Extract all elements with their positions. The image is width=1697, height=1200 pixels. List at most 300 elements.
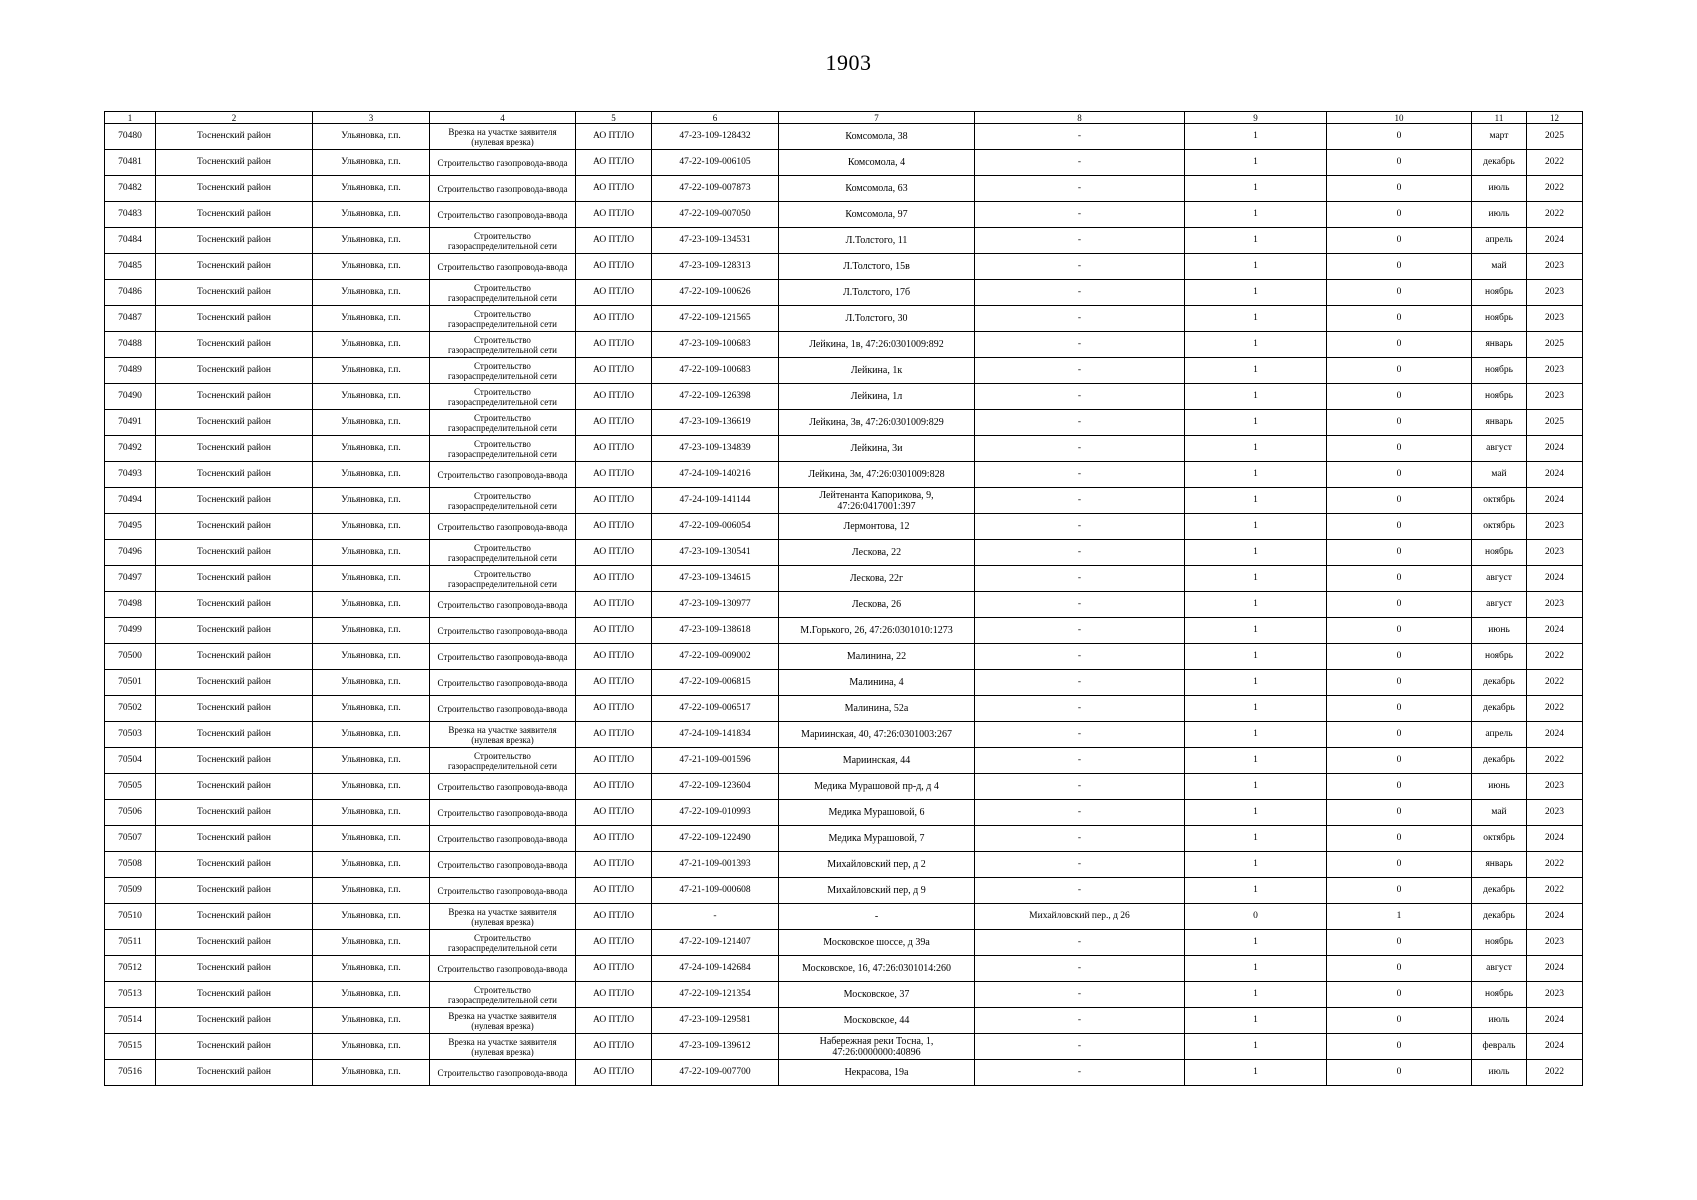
cell-work-type: Строительство газораспределительной сети	[430, 930, 576, 956]
cell-address: Малинина, 52а	[779, 696, 975, 722]
table-row	[105, 774, 1583, 800]
cell-organization: АО ПТЛО	[576, 202, 652, 228]
cell-work-type: Строительство газораспределительной сети	[430, 280, 576, 306]
cell-settlement: Ульяновка, г.п.	[313, 124, 430, 150]
cell-record-number: 70485	[105, 254, 156, 280]
cell-count-a: 1	[1185, 696, 1327, 722]
cell-count-b: 0	[1327, 670, 1472, 696]
cell-organization: АО ПТЛО	[576, 150, 652, 176]
cell-address: Комсомола, 63	[779, 176, 975, 202]
cell-address-alt: -	[975, 384, 1185, 410]
cell-count-a: 1	[1185, 254, 1327, 280]
cell-district: Тосненский район	[156, 696, 313, 722]
cell-application-number: 47-23-109-134615	[652, 566, 779, 592]
cell-count-a: 1	[1185, 982, 1327, 1008]
cell-work-type: Строительство газораспределительной сети	[430, 332, 576, 358]
cell-month: январь	[1472, 852, 1527, 878]
cell-count-b: 1	[1327, 904, 1472, 930]
cell-year: 2024	[1527, 566, 1583, 592]
table-row	[105, 306, 1583, 332]
cell-settlement: Ульяновка, г.п.	[313, 748, 430, 774]
cell-month: январь	[1472, 332, 1527, 358]
cell-settlement: Ульяновка, г.п.	[313, 982, 430, 1008]
cell-month: декабрь	[1472, 150, 1527, 176]
cell-application-number: 47-23-109-128432	[652, 124, 779, 150]
cell-year: 2023	[1527, 800, 1583, 826]
column-header-6: 6	[652, 112, 779, 124]
cell-count-a: 1	[1185, 488, 1327, 514]
cell-month: май	[1472, 254, 1527, 280]
cell-count-b: 0	[1327, 306, 1472, 332]
cell-settlement: Ульяновка, г.п.	[313, 514, 430, 540]
cell-address: Московское, 44	[779, 1008, 975, 1034]
cell-settlement: Ульяновка, г.п.	[313, 930, 430, 956]
cell-address: Набережная реки Тосна, 1, 47:26:0000000:40896	[779, 1034, 975, 1060]
cell-month: июнь	[1472, 774, 1527, 800]
cell-count-b: 0	[1327, 358, 1472, 384]
column-header-4: 4	[430, 112, 576, 124]
cell-settlement: Ульяновка, г.п.	[313, 722, 430, 748]
cell-record-number: 70512	[105, 956, 156, 982]
cell-application-number: 47-21-109-001596	[652, 748, 779, 774]
cell-year: 2022	[1527, 670, 1583, 696]
cell-count-a: 1	[1185, 1060, 1327, 1086]
cell-address-alt: -	[975, 176, 1185, 202]
cell-record-number: 70490	[105, 384, 156, 410]
cell-work-type: Врезка на участке заявителя (нулевая врезка)	[430, 1034, 576, 1060]
cell-settlement: Ульяновка, г.п.	[313, 956, 430, 982]
table-row	[105, 618, 1583, 644]
cell-year: 2024	[1527, 462, 1583, 488]
cell-district: Тосненский район	[156, 670, 313, 696]
cell-application-number: 47-23-109-139612	[652, 1034, 779, 1060]
cell-address-alt: -	[975, 982, 1185, 1008]
cell-application-number: 47-22-109-006815	[652, 670, 779, 696]
cell-address: Лермонтова, 12	[779, 514, 975, 540]
cell-work-type: Строительство газопровода-ввода	[430, 826, 576, 852]
cell-work-type: Строительство газопровода-ввода	[430, 878, 576, 904]
cell-count-a: 1	[1185, 280, 1327, 306]
cell-organization: АО ПТЛО	[576, 540, 652, 566]
cell-application-number: 47-22-109-121354	[652, 982, 779, 1008]
cell-application-number: 47-22-109-007873	[652, 176, 779, 202]
cell-year: 2023	[1527, 254, 1583, 280]
cell-count-a: 1	[1185, 228, 1327, 254]
cell-organization: АО ПТЛО	[576, 436, 652, 462]
cell-count-a: 1	[1185, 878, 1327, 904]
cell-address: Московское, 37	[779, 982, 975, 1008]
table-row	[105, 1060, 1583, 1086]
table-row	[105, 540, 1583, 566]
cell-settlement: Ульяновка, г.п.	[313, 878, 430, 904]
cell-district: Тосненский район	[156, 774, 313, 800]
cell-year: 2024	[1527, 1034, 1583, 1060]
cell-address-alt: -	[975, 592, 1185, 618]
table-header	[105, 112, 1583, 124]
table-row	[105, 878, 1583, 904]
cell-year: 2024	[1527, 488, 1583, 514]
cell-month: август	[1472, 436, 1527, 462]
cell-count-a: 1	[1185, 1034, 1327, 1060]
cell-address: Лейкина, 1в, 47:26:0301009:892	[779, 332, 975, 358]
cell-month: февраль	[1472, 1034, 1527, 1060]
table-row	[105, 956, 1583, 982]
cell-month: апрель	[1472, 722, 1527, 748]
cell-work-type: Строительство газораспределительной сети	[430, 306, 576, 332]
cell-year: 2022	[1527, 696, 1583, 722]
cell-record-number: 70498	[105, 592, 156, 618]
cell-work-type: Строительство газораспределительной сети	[430, 228, 576, 254]
page-number: 1903	[825, 50, 872, 75]
cell-settlement: Ульяновка, г.п.	[313, 150, 430, 176]
cell-district: Тосненский район	[156, 488, 313, 514]
cell-month: ноябрь	[1472, 384, 1527, 410]
column-header-10: 10	[1327, 112, 1472, 124]
table-row	[105, 800, 1583, 826]
cell-record-number: 70506	[105, 800, 156, 826]
table-row	[105, 436, 1583, 462]
cell-address-alt: -	[975, 488, 1185, 514]
table-row	[105, 670, 1583, 696]
cell-work-type: Врезка на участке заявителя (нулевая врезка)	[430, 904, 576, 930]
cell-address: Лейкина, 3в, 47:26:0301009:829	[779, 410, 975, 436]
cell-record-number: 70483	[105, 202, 156, 228]
cell-work-type: Строительство газопровода-ввода	[430, 176, 576, 202]
column-header-1: 1	[105, 112, 156, 124]
column-header-9: 9	[1185, 112, 1327, 124]
cell-month: октябрь	[1472, 514, 1527, 540]
cell-settlement: Ульяновка, г.п.	[313, 852, 430, 878]
cell-count-b: 0	[1327, 800, 1472, 826]
table-row	[105, 228, 1583, 254]
cell-address: Комсомола, 38	[779, 124, 975, 150]
cell-count-a: 1	[1185, 514, 1327, 540]
cell-record-number: 70482	[105, 176, 156, 202]
cell-organization: АО ПТЛО	[576, 1034, 652, 1060]
cell-district: Тосненский район	[156, 306, 313, 332]
cell-application-number: 47-24-109-141834	[652, 722, 779, 748]
cell-count-b: 0	[1327, 592, 1472, 618]
cell-district: Тосненский район	[156, 1034, 313, 1060]
table-row	[105, 904, 1583, 930]
cell-month: ноябрь	[1472, 306, 1527, 332]
cell-district: Тосненский район	[156, 592, 313, 618]
cell-district: Тосненский район	[156, 956, 313, 982]
cell-address-alt: -	[975, 202, 1185, 228]
cell-count-b: 0	[1327, 540, 1472, 566]
cell-organization: АО ПТЛО	[576, 774, 652, 800]
cell-month: май	[1472, 462, 1527, 488]
cell-address: Московское, 16, 47:26:0301014:260	[779, 956, 975, 982]
cell-address: Комсомола, 4	[779, 150, 975, 176]
cell-organization: АО ПТЛО	[576, 462, 652, 488]
cell-count-b: 0	[1327, 228, 1472, 254]
cell-settlement: Ульяновка, г.п.	[313, 358, 430, 384]
cell-address: Михайловский пер, д 2	[779, 852, 975, 878]
cell-settlement: Ульяновка, г.п.	[313, 384, 430, 410]
cell-year: 2023	[1527, 540, 1583, 566]
cell-address: Малинина, 4	[779, 670, 975, 696]
cell-address-alt: -	[975, 826, 1185, 852]
cell-month: июль	[1472, 176, 1527, 202]
cell-record-number: 70507	[105, 826, 156, 852]
cell-organization: АО ПТЛО	[576, 592, 652, 618]
cell-application-number: 47-22-109-007050	[652, 202, 779, 228]
cell-work-type: Строительство газопровода-ввода	[430, 644, 576, 670]
table-row	[105, 332, 1583, 358]
cell-settlement: Ульяновка, г.п.	[313, 1008, 430, 1034]
cell-district: Тосненский район	[156, 358, 313, 384]
cell-count-b: 0	[1327, 462, 1472, 488]
cell-district: Тосненский район	[156, 280, 313, 306]
cell-organization: АО ПТЛО	[576, 280, 652, 306]
cell-application-number: 47-22-109-121407	[652, 930, 779, 956]
cell-organization: АО ПТЛО	[576, 748, 652, 774]
cell-organization: АО ПТЛО	[576, 644, 652, 670]
cell-address: Московское шоссе, д 39а	[779, 930, 975, 956]
cell-district: Тосненский район	[156, 228, 313, 254]
cell-settlement: Ульяновка, г.п.	[313, 696, 430, 722]
cell-organization: АО ПТЛО	[576, 254, 652, 280]
cell-count-b: 0	[1327, 1008, 1472, 1034]
cell-year: 2024	[1527, 722, 1583, 748]
cell-address: Л.Толстого, 17б	[779, 280, 975, 306]
table-row	[105, 722, 1583, 748]
cell-organization: АО ПТЛО	[576, 852, 652, 878]
cell-address-alt: -	[975, 1034, 1185, 1060]
cell-address-alt: -	[975, 644, 1185, 670]
cell-record-number: 70489	[105, 358, 156, 384]
cell-work-type: Врезка на участке заявителя (нулевая врезка)	[430, 124, 576, 150]
cell-count-b: 0	[1327, 1060, 1472, 1086]
cell-count-a: 1	[1185, 670, 1327, 696]
cell-count-b: 0	[1327, 202, 1472, 228]
cell-record-number: 70511	[105, 930, 156, 956]
cell-address-alt: -	[975, 956, 1185, 982]
cell-settlement: Ульяновка, г.п.	[313, 592, 430, 618]
cell-address-alt: -	[975, 566, 1185, 592]
cell-address: Л.Толстого, 11	[779, 228, 975, 254]
cell-address-alt: -	[975, 280, 1185, 306]
cell-month: декабрь	[1472, 670, 1527, 696]
cell-address-alt: -	[975, 540, 1185, 566]
cell-count-a: 1	[1185, 956, 1327, 982]
cell-address-alt: -	[975, 930, 1185, 956]
table-row	[105, 748, 1583, 774]
cell-application-number: 47-22-109-126398	[652, 384, 779, 410]
column-header-8: 8	[975, 112, 1185, 124]
cell-count-b: 0	[1327, 930, 1472, 956]
cell-count-a: 1	[1185, 930, 1327, 956]
cell-work-type: Строительство газораспределительной сети	[430, 982, 576, 1008]
table-row	[105, 514, 1583, 540]
cell-count-a: 1	[1185, 826, 1327, 852]
cell-month: май	[1472, 800, 1527, 826]
cell-address: Комсомола, 97	[779, 202, 975, 228]
cell-month: ноябрь	[1472, 540, 1527, 566]
cell-record-number: 70509	[105, 878, 156, 904]
cell-address: Медика Мурашовой, 7	[779, 826, 975, 852]
cell-work-type: Строительство газопровода-ввода	[430, 670, 576, 696]
cell-district: Тосненский район	[156, 982, 313, 1008]
cell-month: ноябрь	[1472, 358, 1527, 384]
cell-record-number: 70500	[105, 644, 156, 670]
cell-count-b: 0	[1327, 280, 1472, 306]
cell-address-alt: -	[975, 410, 1185, 436]
cell-settlement: Ульяновка, г.п.	[313, 800, 430, 826]
cell-count-b: 0	[1327, 956, 1472, 982]
cell-record-number: 70495	[105, 514, 156, 540]
cell-count-a: 1	[1185, 644, 1327, 670]
table-row	[105, 982, 1583, 1008]
table-row	[105, 592, 1583, 618]
table-body	[105, 124, 1583, 1086]
cell-year: 2025	[1527, 124, 1583, 150]
cell-settlement: Ульяновка, г.п.	[313, 1034, 430, 1060]
cell-count-b: 0	[1327, 644, 1472, 670]
cell-count-b: 0	[1327, 774, 1472, 800]
cell-address: М.Горького, 26, 47:26:0301010:1273	[779, 618, 975, 644]
cell-application-number: 47-24-109-141144	[652, 488, 779, 514]
cell-record-number: 70504	[105, 748, 156, 774]
column-header-12: 12	[1527, 112, 1583, 124]
cell-organization: АО ПТЛО	[576, 332, 652, 358]
cell-count-a: 1	[1185, 436, 1327, 462]
cell-count-b: 0	[1327, 176, 1472, 202]
cell-work-type: Строительство газопровода-ввода	[430, 592, 576, 618]
cell-count-a: 1	[1185, 124, 1327, 150]
cell-organization: АО ПТЛО	[576, 384, 652, 410]
cell-district: Тосненский район	[156, 826, 313, 852]
table-row	[105, 566, 1583, 592]
cell-count-b: 0	[1327, 982, 1472, 1008]
cell-record-number: 70513	[105, 982, 156, 1008]
cell-month: июль	[1472, 1060, 1527, 1086]
column-header-3: 3	[313, 112, 430, 124]
cell-address-alt: -	[975, 1008, 1185, 1034]
cell-count-b: 0	[1327, 150, 1472, 176]
cell-settlement: Ульяновка, г.п.	[313, 202, 430, 228]
cell-record-number: 70492	[105, 436, 156, 462]
cell-month: декабрь	[1472, 878, 1527, 904]
cell-record-number: 70496	[105, 540, 156, 566]
cell-work-type: Строительство газопровода-ввода	[430, 696, 576, 722]
cell-settlement: Ульяновка, г.п.	[313, 826, 430, 852]
cell-year: 2024	[1527, 436, 1583, 462]
cell-address-alt: -	[975, 878, 1185, 904]
cell-application-number: 47-22-109-121565	[652, 306, 779, 332]
cell-address: Мариинская, 44	[779, 748, 975, 774]
cell-application-number: 47-22-109-100683	[652, 358, 779, 384]
cell-district: Тосненский район	[156, 878, 313, 904]
cell-year: 2024	[1527, 618, 1583, 644]
cell-count-a: 1	[1185, 852, 1327, 878]
cell-organization: АО ПТЛО	[576, 878, 652, 904]
cell-address-alt: -	[975, 618, 1185, 644]
cell-count-a: 1	[1185, 722, 1327, 748]
cell-month: август	[1472, 956, 1527, 982]
cell-district: Тосненский район	[156, 722, 313, 748]
table-row	[105, 488, 1583, 514]
cell-year: 2022	[1527, 748, 1583, 774]
cell-application-number: 47-22-109-010993	[652, 800, 779, 826]
cell-work-type: Строительство газопровода-ввода	[430, 956, 576, 982]
cell-settlement: Ульяновка, г.п.	[313, 280, 430, 306]
cell-record-number: 70487	[105, 306, 156, 332]
cell-address-alt: -	[975, 1060, 1185, 1086]
cell-year: 2023	[1527, 384, 1583, 410]
cell-record-number: 70503	[105, 722, 156, 748]
cell-month: ноябрь	[1472, 644, 1527, 670]
cell-work-type: Строительство газопровода-ввода	[430, 800, 576, 826]
cell-address-alt: -	[975, 228, 1185, 254]
cell-count-b: 0	[1327, 722, 1472, 748]
cell-address-alt: -	[975, 358, 1185, 384]
cell-address-alt: -	[975, 748, 1185, 774]
cell-address-alt: -	[975, 124, 1185, 150]
cell-record-number: 70515	[105, 1034, 156, 1060]
cell-year: 2022	[1527, 1060, 1583, 1086]
cell-address: Л.Толстого, 15в	[779, 254, 975, 280]
cell-count-b: 0	[1327, 696, 1472, 722]
cell-application-number: 47-23-109-128313	[652, 254, 779, 280]
cell-year: 2025	[1527, 332, 1583, 358]
cell-address: Лейтенанта Капорикова, 9, 47:26:0417001:397	[779, 488, 975, 514]
cell-month: декабрь	[1472, 748, 1527, 774]
cell-district: Тосненский район	[156, 1060, 313, 1086]
cell-year: 2022	[1527, 176, 1583, 202]
cell-year: 2022	[1527, 878, 1583, 904]
cell-count-b: 0	[1327, 254, 1472, 280]
cell-settlement: Ульяновка, г.п.	[313, 774, 430, 800]
cell-count-a: 1	[1185, 176, 1327, 202]
registry-table	[104, 111, 1583, 1086]
cell-organization: АО ПТЛО	[576, 358, 652, 384]
cell-count-a: 1	[1185, 800, 1327, 826]
cell-district: Тосненский район	[156, 566, 313, 592]
cell-count-a: 1	[1185, 332, 1327, 358]
cell-organization: АО ПТЛО	[576, 904, 652, 930]
cell-year: 2024	[1527, 228, 1583, 254]
cell-year: 2022	[1527, 644, 1583, 670]
cell-work-type: Строительство газораспределительной сети	[430, 384, 576, 410]
cell-district: Тосненский район	[156, 254, 313, 280]
cell-district: Тосненский район	[156, 462, 313, 488]
cell-application-number: 47-22-109-006517	[652, 696, 779, 722]
cell-count-b: 0	[1327, 748, 1472, 774]
cell-organization: АО ПТЛО	[576, 826, 652, 852]
cell-address-alt: -	[975, 150, 1185, 176]
cell-year: 2022	[1527, 150, 1583, 176]
table-row	[105, 644, 1583, 670]
cell-application-number: 47-24-109-140216	[652, 462, 779, 488]
cell-count-b: 0	[1327, 514, 1472, 540]
cell-record-number: 70484	[105, 228, 156, 254]
cell-address: Медика Мурашовой пр-д, д 4	[779, 774, 975, 800]
cell-application-number: 47-23-109-129581	[652, 1008, 779, 1034]
table-row	[105, 1008, 1583, 1034]
cell-application-number: 47-23-109-134531	[652, 228, 779, 254]
cell-address-alt: -	[975, 696, 1185, 722]
cell-settlement: Ульяновка, г.п.	[313, 618, 430, 644]
cell-count-a: 1	[1185, 592, 1327, 618]
cell-work-type: Строительство газопровода-ввода	[430, 202, 576, 228]
cell-month: апрель	[1472, 228, 1527, 254]
cell-month: ноябрь	[1472, 930, 1527, 956]
cell-year: 2024	[1527, 1008, 1583, 1034]
cell-count-b: 0	[1327, 410, 1472, 436]
cell-district: Тосненский район	[156, 332, 313, 358]
